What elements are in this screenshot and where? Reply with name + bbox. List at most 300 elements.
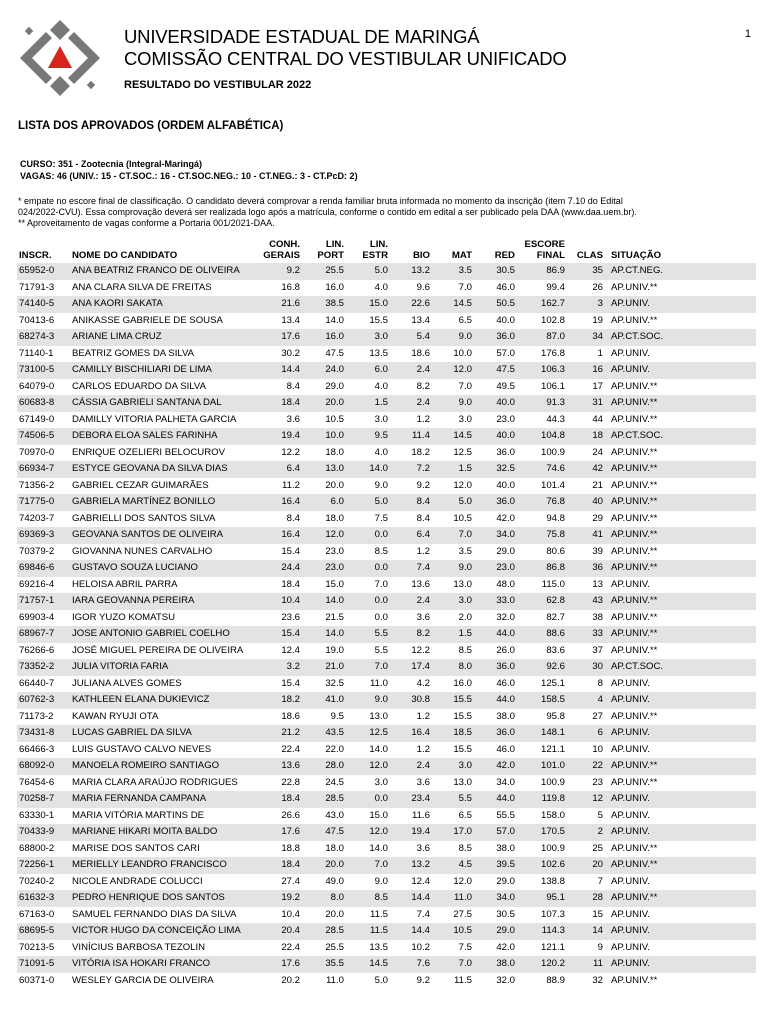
mat-cell: 4.5 [432,857,474,874]
score-cell: 114.3 [517,923,567,940]
col-red: RED [494,250,515,261]
bio-cell: 18.6 [411,347,430,359]
bio-cell: 30.8 [390,692,432,709]
estr-cell: 15.5 [369,314,388,326]
university-name: UNIVERSIDADE ESTADUAL DE MARINGÁ [124,26,480,47]
port-cell: 20.0 [302,857,346,874]
clas-cell: 24 [592,446,603,458]
mat-cell: 3.5 [458,545,472,557]
estr-cell: 4.0 [374,446,388,458]
port-cell: 24.5 [325,776,344,788]
bio-cell: 9.2 [416,479,430,491]
port-cell: 15.0 [325,578,344,590]
port-cell: 16.0 [302,329,346,346]
mat-cell: 10.5 [432,923,474,940]
conh-cell: 11.2 [282,479,300,491]
mat-cell: 12.0 [453,479,472,491]
red-cell: 40.0 [496,479,515,491]
name-cell: MARISE DOS SANTOS CARI [72,842,200,854]
table-row [17,907,756,924]
name-cell: CAMILLY BISCHILIARI DE LIMA [70,362,260,379]
score-cell: 104.8 [517,428,567,445]
score-cell: 176.8 [540,347,565,359]
clas-cell: 4 [567,692,605,709]
inscr-cell: 74506-5 [17,428,70,445]
estr-cell: 8.5 [346,890,390,907]
table-row [17,626,756,643]
red-cell: 32.5 [474,461,517,478]
status-cell: AP.UNIV. [611,941,650,953]
mat-cell: 15.5 [453,710,472,722]
red-cell: 55.5 [496,809,515,821]
estr-cell: 3.0 [346,329,390,346]
mat-cell: 9.0 [432,329,474,346]
table-row [17,956,756,973]
bio-cell: 3.6 [416,611,430,623]
status-cell: AP.UNIV.** [611,281,658,293]
score-cell: 76.8 [517,494,567,511]
clas-cell: 28 [567,890,605,907]
estr-cell: 7.0 [346,857,390,874]
port-cell: 47.5 [302,824,346,841]
score-cell: 88.6 [517,626,567,643]
table-row [17,329,756,346]
conh-cell: 15.4 [281,677,300,689]
estr-cell: 4.0 [374,281,388,293]
clas-cell: 31 [567,395,605,412]
port-cell: 43.0 [325,809,344,821]
mat-cell: 7.0 [432,956,474,973]
inscr-cell: 71091-5 [17,956,70,973]
clas-cell: 43 [567,593,605,610]
table-row [17,593,756,610]
clas-cell: 3 [567,296,605,313]
conh-cell: 10.4 [281,908,300,920]
name-cell: GABRIELLI DOS SANTOS SILVA [72,512,216,524]
table-row [17,544,756,561]
mat-cell: 14.5 [432,428,474,445]
table-row [17,263,756,280]
mat-cell: 13.0 [453,776,472,788]
table-row [17,874,756,891]
name-cell: GABRIELA MARTÍNEZ BONILLO [70,494,260,511]
status-cell: AP.UNIV. [611,347,650,359]
conh-cell: 18.4 [260,791,302,808]
mat-cell: 1.5 [432,626,474,643]
port-cell: 28.5 [302,923,346,940]
bio-cell: 22.6 [390,296,432,313]
status-cell: AP.UNIV. [611,809,650,821]
inscr-cell: 69846-6 [17,560,70,577]
table-row [17,313,756,330]
conh-cell: 12.4 [281,644,300,656]
red-cell: 29.0 [474,923,517,940]
red-cell: 34.0 [474,527,517,544]
inscr-cell: 70379-2 [19,545,55,557]
estr-cell: 13.5 [369,941,388,953]
bio-cell: 13.2 [390,263,432,280]
estr-cell: 11.0 [370,677,388,689]
mat-cell: 12.0 [453,875,472,887]
inscr-cell: 68967-7 [17,626,70,643]
conh-cell: 10.4 [260,593,302,610]
inscr-cell: 71173-2 [19,710,54,722]
red-cell: 44.0 [474,626,517,643]
mat-cell: 5.0 [432,494,474,511]
name-cell: ESTYCE GEOVANA DA SILVA DIAS [70,461,260,478]
score-cell: 95.1 [517,890,567,907]
conh-cell: 19.2 [260,890,302,907]
status-cell: AP.UNIV.** [611,446,658,458]
red-cell: 46.0 [496,743,515,755]
estr-cell: 5.0 [346,494,390,511]
red-cell: 47.5 [474,362,517,379]
mat-cell: 11.5 [454,974,472,986]
commission-name: COMISSÃO CENTRAL DO VESTIBULAR UNIFICADO [124,48,567,69]
conh-cell: 13.4 [281,314,300,326]
inscr-cell: 70970-0 [19,446,55,458]
clas-cell: 16 [567,362,605,379]
red-cell: 23.0 [496,413,515,425]
inscr-cell: 76266-6 [19,644,55,656]
mat-cell: 12.5 [453,446,472,458]
note-line: ** Aproveitamento de vagas conforme a Portaria 001/2021-DAA. [18,218,275,228]
table-row [17,296,756,313]
conh-cell: 22.8 [281,776,300,788]
estr-cell: 3.0 [374,776,388,788]
bio-cell: 5.4 [390,329,432,346]
bio-cell: 2.4 [390,395,432,412]
bio-cell: 10.2 [411,941,430,953]
name-cell: BEATRIZ GOMES DA SILVA [72,347,195,359]
name-cell: DEBORA ELOA SALES FARINHA [70,428,260,445]
conh-cell: 14.4 [260,362,302,379]
table-body [17,263,756,989]
clas-cell: 1 [597,347,603,359]
table-row [17,725,756,742]
red-cell: 57.0 [496,347,515,359]
clas-cell: 5 [597,809,603,821]
mat-cell: 16.0 [453,677,472,689]
name-cell: ANA CLARA SILVA DE FREITAS [72,281,212,293]
inscr-cell: 70240-2 [19,875,55,887]
score-cell: 95.8 [546,710,565,722]
status-cell: AP.UNIV.** [605,758,756,775]
port-cell: 41.0 [302,692,346,709]
bio-cell: 13.6 [411,578,430,590]
estr-cell: 14.5 [346,956,390,973]
col-bio: BIO [412,250,430,261]
table-row [17,709,756,726]
mat-cell: 3.0 [432,593,474,610]
name-cell: KATHLEEN ELANA DUKIEVICZ [70,692,260,709]
name-cell: MERIELLY LEANDRO FRANCISCO [70,857,260,874]
mat-cell: 15.5 [432,692,474,709]
red-cell: 48.0 [496,578,515,590]
score-cell: 82.7 [546,611,565,623]
bio-cell: 18.2 [411,446,430,458]
bio-cell: 6.4 [390,527,432,544]
port-cell: 23.0 [302,560,346,577]
mat-cell: 17.0 [432,824,474,841]
estr-cell: 11.5 [346,923,390,940]
bio-cell: 1.2 [416,710,430,722]
status-cell: AP.UNIV. [611,875,650,887]
status-cell: AP.UNIV.** [605,593,756,610]
mat-cell: 7.0 [458,281,472,293]
name-cell: GUSTAVO SOUZA LUCIANO [70,560,260,577]
name-cell: KAWAN RYUJI OTA [72,710,159,722]
red-cell: 38.0 [496,710,515,722]
mat-cell: 15.5 [453,743,472,755]
estr-cell: 11.5 [370,908,388,920]
inscr-cell: 70213-5 [19,941,55,953]
estr-cell: 0.0 [346,791,390,808]
bio-cell: 23.4 [390,791,432,808]
score-cell: 119.8 [517,791,567,808]
score-cell: 100.9 [540,446,565,458]
port-cell: 18.0 [325,842,344,854]
status-cell: AP.UNIV.** [611,710,658,722]
score-cell: 107.3 [540,908,565,920]
clas-cell: 40 [567,494,605,511]
port-cell: 21.5 [325,611,344,623]
mat-cell: 5.5 [432,791,474,808]
score-cell: 99.4 [546,281,565,293]
table-row [17,395,756,412]
table-row [17,890,756,907]
conh-cell: 3.2 [260,659,302,676]
score-cell: 91.3 [517,395,567,412]
status-cell: AP.CT.SOC. [605,659,756,676]
red-cell: 34.0 [474,890,517,907]
mat-cell: 3.0 [432,758,474,775]
mat-cell: 13.0 [453,578,472,590]
red-cell: 42.0 [474,758,517,775]
score-cell: 115.0 [541,578,565,590]
clas-cell: 17 [592,380,603,392]
col-nome: NOME DO CANDIDATO [72,250,178,261]
conh-cell: 15.4 [260,626,302,643]
conh-cell: 16.8 [281,281,300,293]
bio-cell: 1.2 [416,545,430,557]
name-cell: CÁSSIA GABRIELI SANTANA DAL [70,395,260,412]
status-cell: AP.UNIV. [611,578,650,590]
conh-cell: 16.4 [260,527,302,544]
bio-cell: 7.4 [416,908,430,920]
mat-cell: 8.5 [458,842,472,854]
score-cell: 75.8 [517,527,567,544]
status-cell: AP.UNIV.** [611,776,658,788]
col-lin-port: LIN. PORT [317,239,344,261]
col-mat: MAT [451,250,472,261]
name-cell: VICTOR HUGO DA CONCEIÇÃO LIMA [70,923,260,940]
status-cell: AP.UNIV.** [611,842,658,854]
port-cell: 28.0 [302,758,346,775]
port-cell: 14.0 [302,626,346,643]
port-cell: 11.0 [326,974,344,986]
red-cell: 42.0 [496,512,515,524]
table-row [17,692,756,709]
name-cell: LUCAS GABRIEL DA SILVA [70,725,260,742]
name-cell: MARIA VITÓRIA MARTINS DE [72,809,205,821]
name-cell: IARA GEOVANNA PEREIRA [70,593,260,610]
score-cell: 92.6 [517,659,567,676]
score-cell: 125.1 [540,677,565,689]
conh-cell: 24.4 [260,560,302,577]
conh-cell: 23.6 [281,611,300,623]
mat-cell: 7.0 [458,380,472,392]
status-cell: AP.CT.SOC. [605,329,756,346]
name-cell: GABRIEL CEZAR GUIMARÃES [72,479,209,491]
clas-cell: 36 [567,560,605,577]
inscr-cell: 69216-4 [19,578,55,590]
mat-cell: 8.0 [432,659,474,676]
table-row [17,940,756,957]
bio-cell: 7.2 [390,461,432,478]
mat-cell: 9.0 [432,395,474,412]
name-cell: SAMUEL FERNANDO DIAS DA SILVA [72,908,237,920]
table-row [17,494,756,511]
score-cell: 162.7 [517,296,567,313]
port-cell: 23.0 [325,545,344,557]
bio-cell: 3.6 [416,776,430,788]
status-cell: AP.UNIV.** [611,479,658,491]
status-cell: AP.UNIV.** [611,545,658,557]
inscr-cell: 70258-7 [17,791,70,808]
red-cell: 34.0 [496,776,515,788]
conh-cell: 17.6 [260,329,302,346]
inscr-cell: 64079-0 [19,380,55,392]
status-cell: AP.UNIV.** [605,890,756,907]
score-cell: 94.8 [546,512,565,524]
bio-cell: 11.4 [390,428,432,445]
status-cell: AP.UNIV. [605,692,756,709]
estr-cell: 0.0 [346,560,390,577]
table-row [17,461,756,478]
conh-cell: 18.6 [281,710,300,722]
port-cell: 6.0 [302,494,346,511]
red-cell: 44.0 [474,791,517,808]
port-cell: 25.5 [302,263,346,280]
red-cell: 40.0 [474,395,517,412]
mat-cell: 2.0 [458,611,472,623]
conh-cell: 8.4 [286,380,300,392]
inscr-cell: 72256-1 [17,857,70,874]
score-cell: 86.9 [517,263,567,280]
inscr-cell: 69369-3 [17,527,70,544]
name-cell: HELOISA ABRIL PARRA [72,578,178,590]
bio-cell: 7.4 [390,560,432,577]
name-cell: GIOVANNA NUNES CARVALHO [72,545,213,557]
clas-cell: 13 [592,578,603,590]
status-cell: AP.UNIV.** [605,626,756,643]
port-cell: 13.0 [302,461,346,478]
name-cell: DAMILLY VITORIA PALHETA GARCIA [72,413,237,425]
red-cell: 32.0 [496,611,515,623]
clas-cell: 29 [592,512,603,524]
clas-cell: 15 [592,908,603,920]
clas-cell: 30 [567,659,605,676]
table-row [17,742,756,759]
mat-cell: 7.5 [458,941,472,953]
status-cell: AP.UNIV.** [611,314,658,326]
clas-cell: 26 [592,281,603,293]
inscr-cell: 69903-4 [19,611,55,623]
table-row [17,775,756,792]
status-cell: AP.UNIV. [605,824,756,841]
port-cell: 29.0 [325,380,344,392]
conh-cell: 21.2 [260,725,302,742]
bio-cell: 4.2 [416,677,430,689]
name-cell: NICOLE ANDRADE COLUCCI [72,875,203,887]
table-row [17,412,756,429]
red-cell: 36.0 [496,446,515,458]
table-row [17,577,756,594]
clas-cell: 22 [567,758,605,775]
conh-cell: 15.4 [281,545,300,557]
name-cell: JULIA VITORIA FARIA [70,659,260,676]
score-cell: 170.5 [517,824,567,841]
mat-cell: 3.0 [458,413,472,425]
red-cell: 36.0 [474,494,517,511]
inscr-cell: 76454-6 [19,776,55,788]
red-cell: 29.0 [496,875,515,887]
status-cell: AP.UNIV. [605,296,756,313]
table-row [17,973,756,990]
estr-cell: 15.0 [346,296,390,313]
course-name: CURSO: 351 - Zootecnia (Integral-Maringá) [20,159,203,169]
name-cell: IGOR YUZO KOMATSU [72,611,176,623]
bio-cell: 1.2 [416,743,430,755]
red-cell: 30.5 [496,908,515,920]
inscr-cell: 71140-1 [19,347,54,359]
score-cell: 101.0 [517,758,567,775]
col-situacao: SITUAÇÃO [611,250,662,261]
name-cell: ANIKASSE GABRIELE DE SOUSA [72,314,223,326]
note-line: 024/2022-CVU). Essa comprovação deverá ser realizada logo após a matrícula, conforme o contido em edital a ser publicado pela DAA (www.daa.uem.br). [18,207,637,217]
inscr-cell: 73431-8 [17,725,70,742]
name-cell: ENRIQUE OZELIERI BELOCUROV [72,446,225,458]
mat-cell: 10.5 [453,512,472,524]
red-cell: 46.0 [496,677,515,689]
clas-cell: 19 [592,314,603,326]
conh-cell: 6.4 [260,461,302,478]
clas-cell: 25 [592,842,603,854]
status-cell: AP.UNIV.** [611,380,658,392]
conh-cell: 3.6 [286,413,300,425]
estr-cell: 13.5 [369,347,388,359]
clas-cell: 35 [567,263,605,280]
bio-cell: 8.2 [390,626,432,643]
bio-cell: 14.4 [390,923,432,940]
result-title: RESULTADO DO VESTIBULAR 2022 [124,79,312,91]
conh-cell: 9.2 [260,263,302,280]
estr-cell: 0.0 [374,611,388,623]
clas-cell: 6 [567,725,605,742]
mat-cell: 1.5 [432,461,474,478]
table-row [17,445,756,462]
table-row [17,346,756,363]
port-cell: 25.5 [325,941,344,953]
inscr-cell: 68695-5 [17,923,70,940]
bio-cell: 8.4 [416,512,430,524]
conh-cell: 16.4 [260,494,302,511]
status-cell: AP.UNIV. [605,923,756,940]
port-cell: 16.0 [325,281,344,293]
inscr-cell: 71791-3 [19,281,55,293]
clas-cell: 44 [592,413,603,425]
